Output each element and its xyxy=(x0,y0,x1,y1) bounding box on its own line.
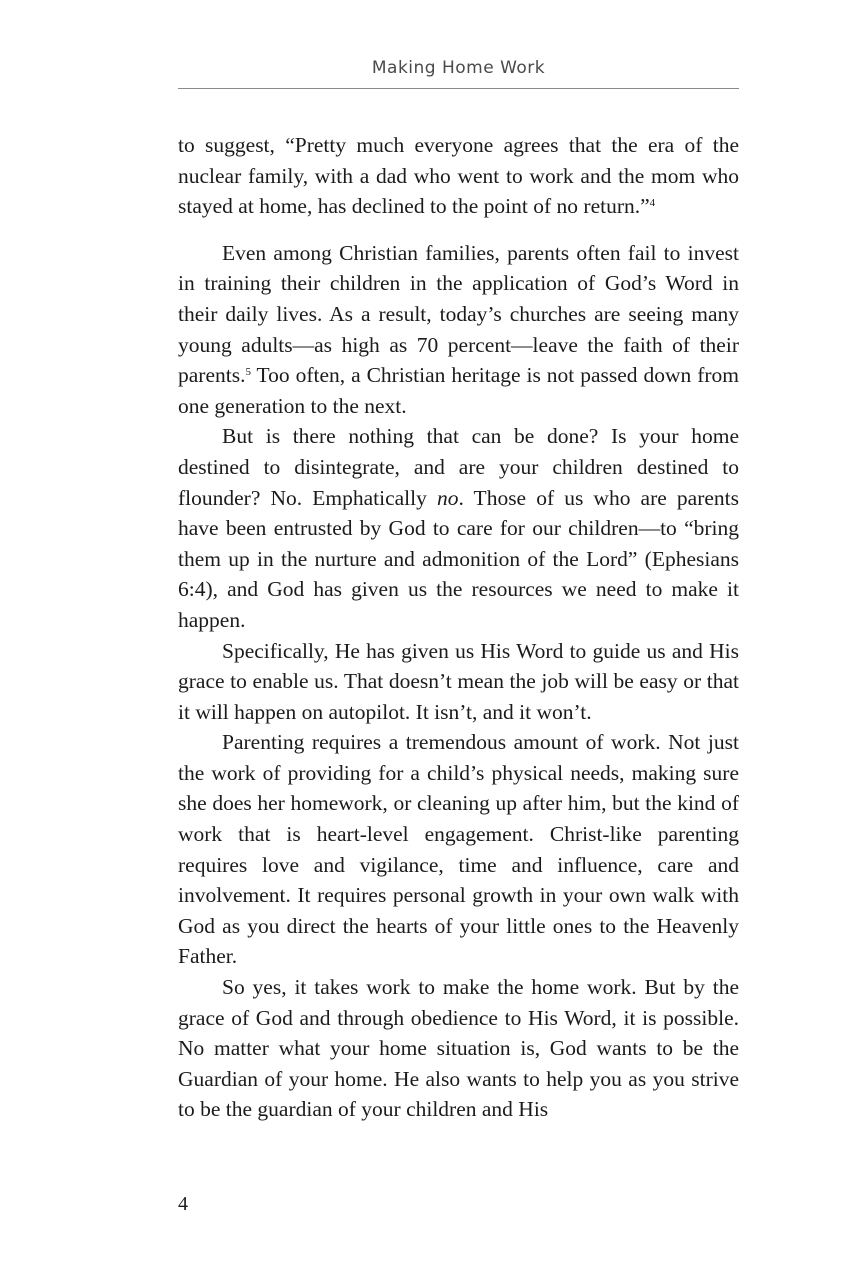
paragraph-text-continued: Too often, a Christian heritage is not passed down from one generation to the next. xyxy=(178,363,739,418)
paragraph-1 xyxy=(178,130,739,222)
page-number: 4 xyxy=(178,1193,188,1215)
body-text xyxy=(178,130,739,1125)
paragraph-2 xyxy=(178,238,739,422)
emphasis-text: no xyxy=(436,485,459,510)
paragraph-text: Even among Christian families, parents often fail to invest in training their children in the application of God’s Word in their daily lives. As a result, today’s churches are seeing many young adults—as high as 70 percent—leave the faith of their parents. xyxy=(178,240,739,388)
paragraph-text-continued: . Those of us who are parents have been entrusted by God to care for our children—to “bring them up in the nurture and admonition of the Lord” (Ephesians 6:4), and God has given us the resources we need to make it happen. xyxy=(178,485,739,632)
paragraph-6: So yes, it takes work to make the home work. But by the grace of God and through obedience to His Word, it is possible. No matter what your home situation is, God wants to be the Guardian of your home. He also wants to help you as you strive to be the guardian of your children and His xyxy=(178,975,739,1122)
paragraph-3 xyxy=(178,421,739,635)
footnote-ref-4[interactable]: 4 xyxy=(649,197,656,210)
header-rule xyxy=(178,88,739,89)
paragraph-4: Specifically, He has given us His Word to guide us and His grace to enable us. That doesn’t mean the job will be easy or that it will happen on autopilot. It isn’t, and it won’t. xyxy=(178,638,739,724)
paragraph-text: to suggest, “Pretty much everyone agrees that the era of the nuclear family, with a dad who went to work and the mom who stayed at home, has declined to the point of no return.” xyxy=(178,133,739,219)
running-head: Making Home Work xyxy=(371,58,546,78)
paragraph-5: Parenting requires a tremendous amount of work. Not just the work of providing for a child’s physical needs, making sure she does her homework, or cleaning up after him, but the kind of work that is heart-level engagement. Christ-like parenting requires love and vigilance, time and influence, care and involvement. It requires personal growth in your own walk with God as you direct the hearts of your little ones to the Heavenly Father. xyxy=(178,730,739,969)
footnote-ref-5[interactable]: 5 xyxy=(245,366,251,379)
paragraph-text: But is there nothing that can be done? Is your home destined to disintegrate, and are your children destined to flounder? No. Emphatically xyxy=(178,424,739,510)
